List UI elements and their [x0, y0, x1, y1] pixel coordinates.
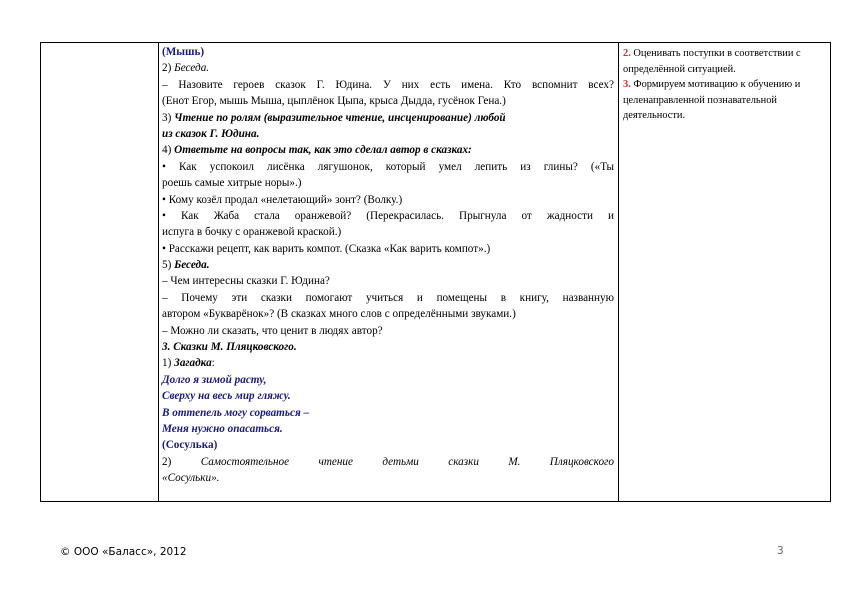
question-author-values: – Можно ли сказать, что ценит в людях автор?	[162, 324, 383, 337]
question-umbrella: • Кому козёл продал «нелетающий» зонт? (Волку.)	[162, 193, 403, 206]
riddle-answer-mouse: (Мышь)	[162, 46, 205, 58]
step-answer-questions: 4) Ответьте на вопросы так, как это сделал автор в сказках:	[162, 144, 472, 157]
column-divider-right	[618, 43, 619, 501]
learning-outcomes-cell	[623, 46, 823, 124]
riddle-line-2: Сверху на весь мир гляжу.	[162, 390, 291, 403]
question-fox-cub-cont: роешь самые хитрые норы».)	[162, 177, 302, 190]
step-role-reading: 3) Чтение по ролям (выразительное чтение, инсценирование) любой	[162, 111, 506, 124]
lesson-content-cell	[162, 44, 614, 487]
question-toad-cont: испуга в бочку с оранжевой краской.)	[162, 226, 342, 239]
question-compote: • Расскажи рецепт, как варить компот. (Сказка «Как варить компот».)	[162, 242, 491, 255]
outcome-3: 3. Формируем мотивацию к обучению и целенаправленной познавательной деятельности.	[623, 79, 801, 122]
outcome-2: 2. Оценивать поступки в соответствии с определённой ситуацией.	[623, 48, 801, 75]
step-independent-reading-cont: «Сосульки».	[162, 472, 220, 485]
riddle-answer-icicle: (Сосулька)	[162, 439, 218, 452]
column-divider-left	[158, 43, 159, 501]
question-fox-cub: • Как успокоил лисёнка лягушонок, который умел лепить из глины? («Ты	[162, 160, 614, 173]
riddle-line-1: Долго я зимой расту,	[162, 373, 267, 386]
riddle-line-4: Меня нужно опасаться.	[162, 422, 283, 435]
footer-copyright: © ООО «Баласс», 2012	[60, 546, 187, 558]
question-interesting: – Чем интересны сказки Г. Юдина?	[162, 275, 330, 288]
lesson-table	[40, 42, 831, 502]
riddle-line-3: В оттепель могу сорваться –	[162, 406, 310, 419]
page-number: 3	[777, 545, 784, 557]
question-heroes: – Назовите героев сказок Г. Юдина. У них есть имена. Кто вспомнит всех?	[162, 78, 614, 91]
step-independent-reading: 2) Самостоятельное чтение детьми сказки М. Пляцковского	[162, 455, 614, 468]
step-conversation-2: 5) Беседа.	[162, 259, 210, 272]
step-riddle: 1) Загадка:	[162, 357, 215, 370]
section-plyatskovsky: 3. Сказки М. Пляцковского.	[162, 341, 297, 354]
answer-heroes: (Енот Егор, мышь Мыша, цыплёнок Цыпа, крыса Дыдда, гусёнок Гена.)	[162, 95, 506, 108]
question-toad: • Как Жаба стала оранжевой? (Перекрасилась. Прыгнула от жадности и	[162, 209, 614, 222]
step-role-reading-cont: из сказок Г. Юдина.	[162, 127, 260, 140]
step-conversation-1: 2) Беседа.	[162, 62, 210, 75]
question-why-helpful: – Почему эти сказки помогают учиться и помещены в книгу, названную	[162, 291, 614, 304]
question-why-helpful-cont: автором «Букварёнок»? (В сказках много слов с определёнными звуками.)	[162, 308, 516, 321]
